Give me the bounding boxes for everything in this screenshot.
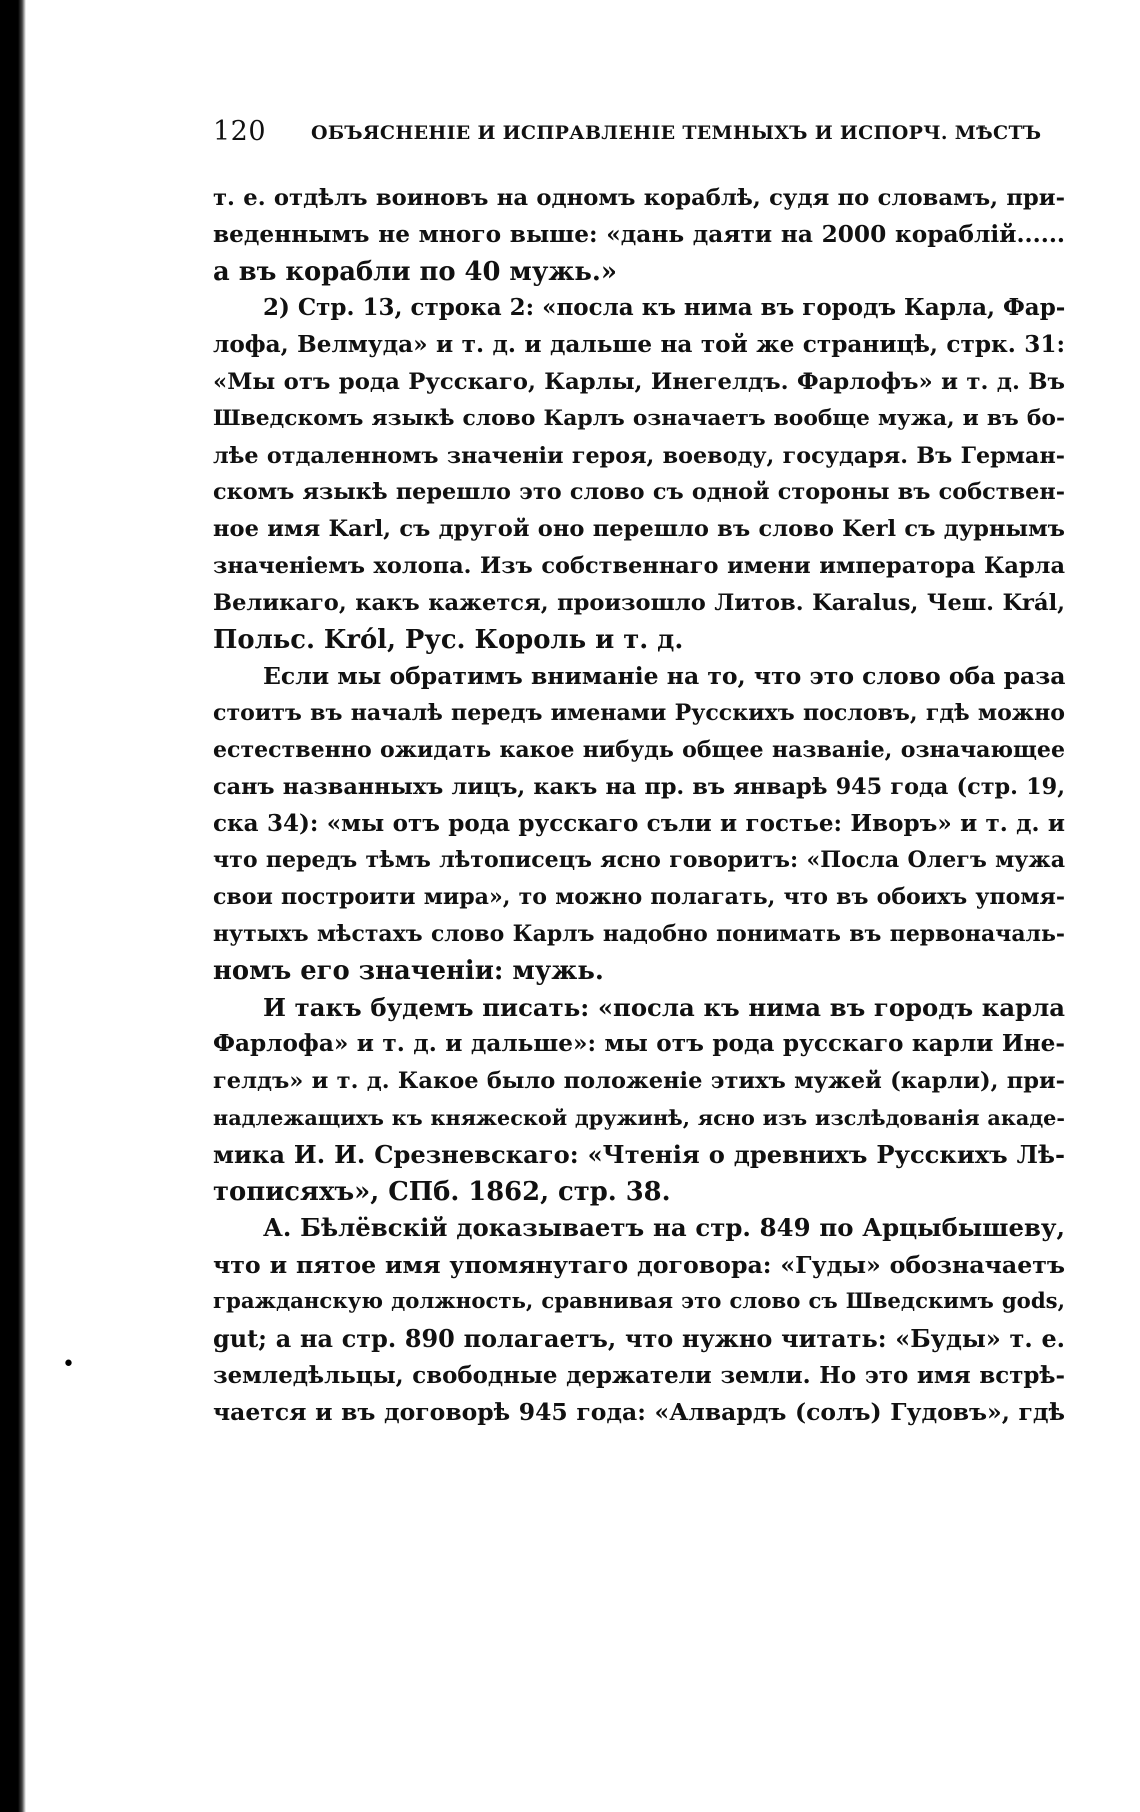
text-line: ное имя Karl, съ другой оно перешло въ слово Kerl съ дурнымъ bbox=[213, 516, 1065, 543]
text-line: Польс. Król, Рус. Король и т. д. bbox=[213, 624, 684, 655]
text-line: Шведскомъ языкѣ слово Карлъ означаетъ вообще мужа, и въ бо- bbox=[213, 405, 1065, 431]
text-line: 2) Стр. 13, строка 2: «посла къ нима въ городъ Карла, Фар- bbox=[263, 294, 1066, 322]
text-line: И такъ будемъ писать: «посла къ нима въ городъ карла bbox=[263, 992, 1065, 1022]
text-line: гелдъ» и т. д. Какое было положеніе этихъ мужей (карли), при- bbox=[213, 1068, 1065, 1095]
text-line: надлежащихъ къ княжеской дружинѣ, ясно изъ изслѣдованія акаде- bbox=[213, 1104, 1065, 1130]
text-line: тописяхъ», СПб. 1862, стр. 38. bbox=[213, 1176, 671, 1207]
text-line: веденнымъ не много выше: «дань даяти на 2000 кораблій...... bbox=[213, 220, 1065, 248]
text-line: скомъ языкѣ перешло это слово съ одной стороны въ собствен- bbox=[213, 479, 1065, 506]
text-line: стоитъ въ началѣ передъ именами Русскихъ пословъ, гдѣ можно bbox=[213, 700, 1065, 727]
text-line: А. Бѣлёвскій доказываетъ на стр. 849 по Арцыбышеву, bbox=[263, 1213, 1065, 1243]
text-line: естественно ожидать какое нибудь общее названіе, означающее bbox=[213, 736, 1065, 763]
body-text bbox=[213, 180, 1065, 1431]
text-line: гражданскую должность, сравнивая это слово съ Шведскимъ gods, bbox=[213, 1288, 1065, 1314]
text-line: что и пятое имя упомянутаго договора: «Гуды» обозначаетъ bbox=[213, 1251, 1065, 1280]
running-head: ОБЪЯСНЕНІЕ И ИСПРАВЛЕНІЕ ТЕМНЫХЪ И ИСПОРЧ. МѢСТЪ bbox=[311, 122, 1042, 144]
text-line: мика И. И. Срезневскаго: «Чтенія о древнихъ Русскихъ Лѣ- bbox=[213, 1139, 1065, 1169]
text-line: Великаго, какъ кажется, произошло Литов. Karalus, Чеш. Král, bbox=[213, 589, 1065, 616]
text-line: номъ его значеніи: мужь. bbox=[213, 955, 604, 986]
scan-speck: • bbox=[62, 1352, 75, 1377]
text-line: свои построити мира», то можно полагать, что въ обоихъ упомя- bbox=[213, 884, 1065, 911]
paragraph-5 bbox=[213, 1210, 1065, 1431]
page-header bbox=[213, 112, 1065, 156]
text-line: Фарлофа» и т. д. и дальше»: мы отъ рода русскаго карли Ине- bbox=[213, 1030, 1065, 1058]
book-page bbox=[213, 112, 1065, 1431]
text-line: ска 34): «мы отъ рода русскаго съли и гостье: Иворъ» и т. д. и bbox=[213, 809, 1065, 837]
text-line: gut; а на стр. 890 полагаетъ, что нужно читать: «Буды» т. е. bbox=[213, 1324, 1065, 1353]
paragraph-1 bbox=[213, 180, 1065, 290]
text-line: Если мы обратимъ вниманіе на то, что это слово оба раза bbox=[263, 662, 1066, 691]
text-line: что передъ тѣмъ лѣтописецъ ясно говоритъ: «Посла Олегъ мужа bbox=[213, 847, 1065, 874]
paragraph-4 bbox=[213, 990, 1065, 1211]
text-line: т. е. отдѣлъ воиновъ на одномъ кораблѣ, судя по словамъ, при- bbox=[213, 185, 1065, 211]
paragraph-3 bbox=[213, 658, 1065, 989]
text-line: значеніемъ холопа. Изъ собственнаго имени императора Карла bbox=[213, 552, 1065, 579]
text-line: лофа, Велмуда» и т. д. и дальше на той же страницѣ, стрк. 31: bbox=[213, 331, 1065, 359]
text-line: земледѣльцы, свободные держатели земли. Но это имя встрѣ- bbox=[213, 1361, 1065, 1389]
text-line: нутыхъ мѣстахъ слово Карлъ надобно понимать въ первоначаль- bbox=[213, 920, 1065, 947]
text-line: «Мы отъ рода Русскаго, Карлы, Инегелдъ. Фарлофъ» и т. д. Въ bbox=[213, 368, 1065, 395]
text-line: санъ названныхъ лицъ, какъ на пр. въ январѣ 945 года (стр. 19, bbox=[213, 773, 1065, 800]
text-line: чается и въ договорѣ 945 года: «Алвардъ (солъ) Гудовъ», гдѣ bbox=[213, 1398, 1065, 1427]
paragraph-2 bbox=[213, 290, 1065, 658]
scan-binding-edge bbox=[0, 0, 26, 1812]
text-line: а въ корабли по 40 мужь.» bbox=[213, 256, 618, 287]
text-line: лѣе отдаленномъ значеніи героя, воеводу, государя. Въ Герман- bbox=[213, 442, 1065, 469]
page-number: 120 bbox=[213, 116, 267, 147]
